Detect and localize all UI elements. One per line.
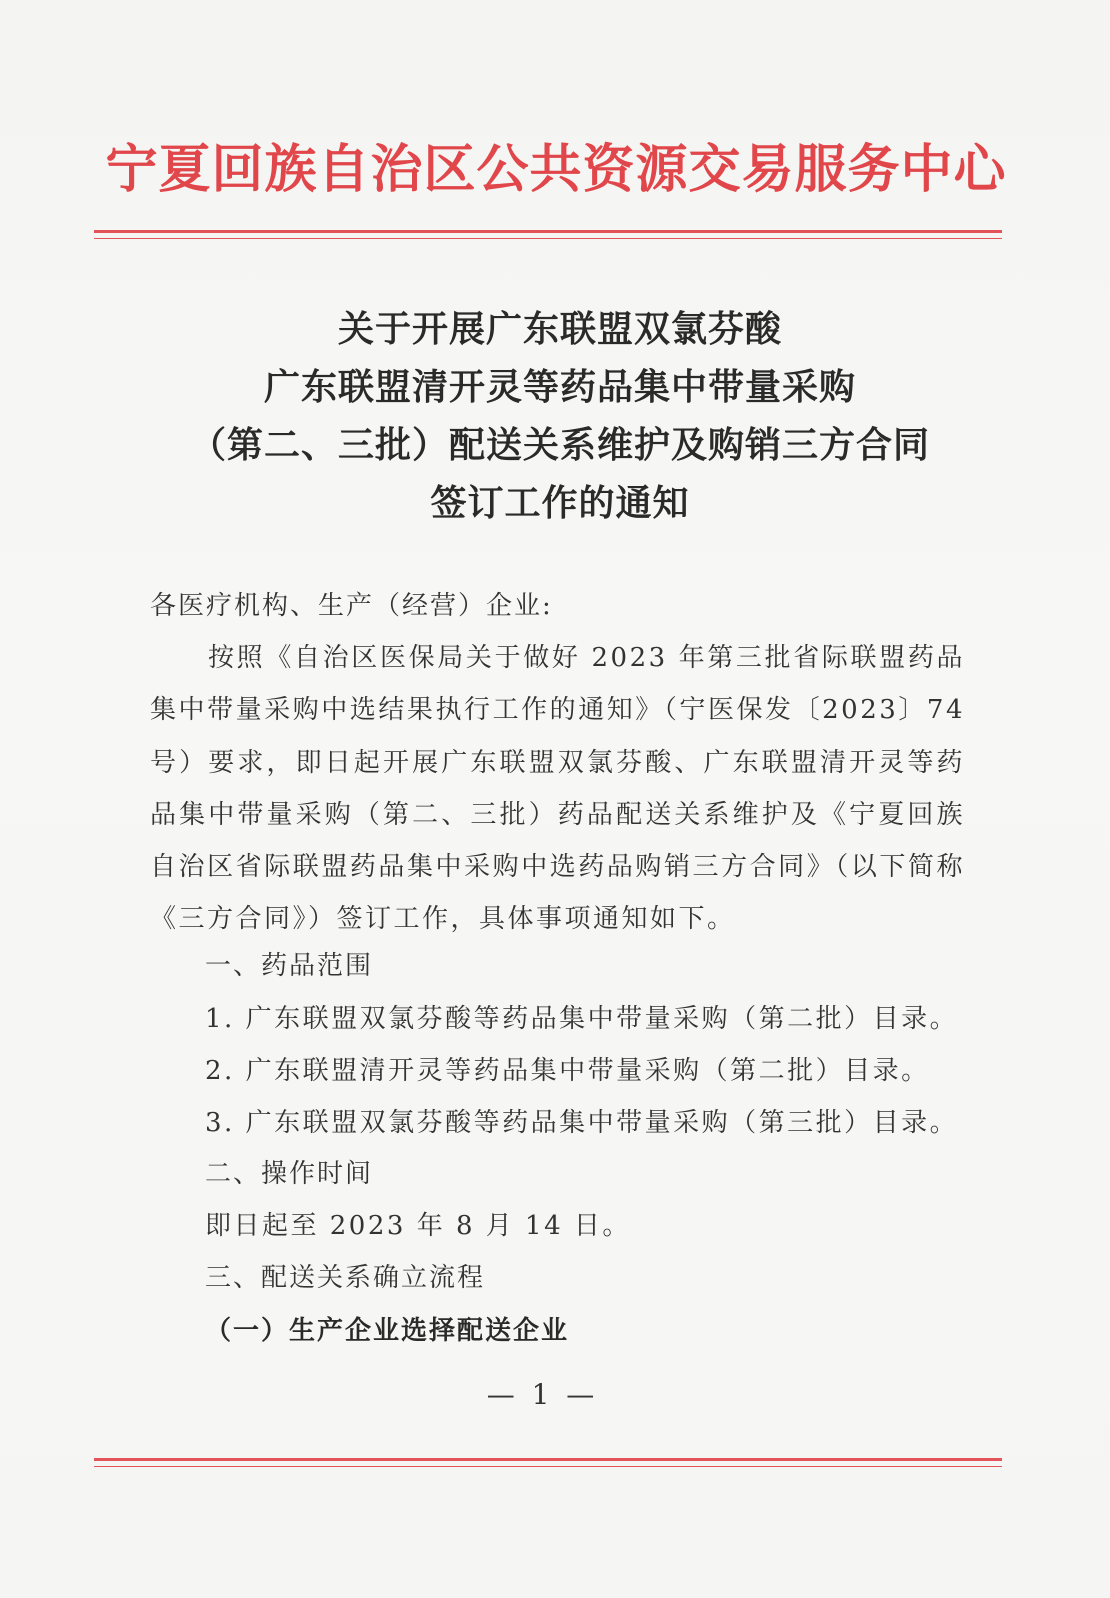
title-line: 广东联盟清开灵等药品集中带量采购 bbox=[263, 366, 856, 408]
header-rule-bottom bbox=[94, 238, 1002, 239]
list-item: 1. 广东联盟双氯芬酸等药品集中带量采购（第二批）目录。 bbox=[205, 1004, 959, 1034]
section-heading-drug-scope: 一、药品范围 bbox=[205, 951, 374, 981]
sub-heading-select-distributor: （一）生产企业选择配送企业 bbox=[205, 1316, 570, 1346]
list-item: 3. 广东联盟双氯芬酸等药品集中带量采购（第三批）目录。 bbox=[205, 1108, 959, 1138]
section-heading-delivery-process: 三、配送关系确立流程 bbox=[205, 1263, 486, 1293]
page-number: — 1 — bbox=[486, 1378, 599, 1411]
salutation: 各医疗机构、生产（经营）企业: bbox=[150, 591, 553, 621]
list-item: 2. 广东联盟清开灵等药品集中带量采购（第二批）目录。 bbox=[205, 1056, 930, 1086]
intro-paragraph: 按照《自治区医保局关于做好 2023 年第三批省际联盟药品集中带量采购中选结果执行工作的通知》（宁医保发〔2023〕74号）要求，即日起开展广东联盟双氯芬酸、广东联盟清开灵等药品集中带量采购（第二、三批）药品配送关系维护及《宁夏回族自治区省际联盟药品集中采购中选药品购销三方合同》（以下简称《三方合同》）签订工作，具体事项通知如下。 bbox=[150, 643, 965, 935]
title-line: 签订工作的通知 bbox=[430, 482, 690, 524]
title-line: 关于开展广东联盟双氯芬酸 bbox=[337, 308, 782, 350]
operation-time-text: 即日起至 2023 年 8 月 14 日。 bbox=[205, 1211, 631, 1241]
header-rule-top bbox=[94, 230, 1002, 233]
section-heading-operation-time: 二、操作时间 bbox=[205, 1159, 374, 1189]
organization-header: 宁夏回族自治区公共资源交易服务中心 bbox=[105, 140, 1007, 200]
footer-rule-bottom bbox=[94, 1466, 1002, 1467]
document-title bbox=[120, 300, 1000, 532]
footer-rule-top bbox=[94, 1458, 1002, 1461]
title-line: （第二、三批）配送关系维护及购销三方合同 bbox=[189, 424, 930, 466]
